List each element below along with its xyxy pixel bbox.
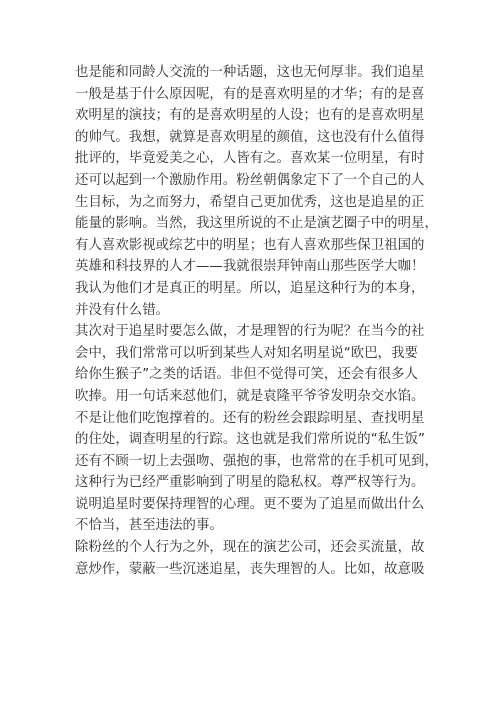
text-line: 批评的，毕竟爱美之心，人皆有之。喜欢某一位明星，有时 [75, 151, 425, 167]
text-line: 生目标，为之而努力，希望自己更加优秀，这也是追星的正 [75, 194, 425, 210]
text-line: 其次对于追星时要怎么做，才是理智的行为呢？在当今的社 [75, 324, 425, 340]
text-line: 除粉丝的个人行为之外，现在的演艺公司，还会买流量，故 [75, 540, 425, 556]
text-line: 的住处，调查明星的行踪。这也就是我们常所说的“私生饭” [75, 432, 425, 448]
text-line: 不恰当，甚至违法的事。 [75, 518, 223, 534]
text-line: 英雄和科技界的人才——我就很崇拜钟南山那些医学大咖！ [75, 259, 425, 275]
text-line: 意炒作，蒙蔽一些沉迷追星，丧失理智的人。比如，故意吸 [75, 561, 425, 577]
text-line: 欢明星的演技；有的是喜欢明星的人设；也有的是喜欢明星 [75, 108, 425, 124]
text-line: 一般是基于什么原因呢，有的是喜欢明星的才华；有的是喜 [75, 86, 425, 102]
text-line: 并没有什么错。 [75, 302, 170, 318]
text-line: 不是让他们吃饱撑着的。还有的粉丝会跟踪明星、查找明星 [75, 410, 425, 426]
text-line: 还有不顾一切上去强吻、强抱的事，也常常的在手机可见到， [75, 453, 438, 469]
text-line: 我认为他们才是真正的明星。所以，追星这种行为的本身， [75, 280, 425, 296]
paragraph-1 [75, 62, 438, 321]
text-line: 的帅气。我想，就算是喜欢明星的颜值，这也没有什么值得 [75, 129, 425, 145]
text-line: 吹捧。用一句话来怼他们，就是袁隆平爷爷发明杂交水馅。 [75, 388, 425, 404]
text-line: 会中，我们常常可以听到某些人对知名明星说“欧巴，我要 [75, 345, 419, 361]
text-line: 能量的影响。当然，我这里所说的不止是演艺圈子中的明星， [75, 216, 438, 232]
paragraph-2 [75, 321, 438, 537]
document-page [75, 62, 438, 580]
text-line: 还可以起到一个激励作用。粉丝朝偶象定下了一个自己的人 [75, 172, 425, 188]
text-line: 给你生猴子”之类的话语。非但不觉得可笑，还会有很多人 [75, 367, 419, 383]
text-line: 有人喜欢影视或综艺中的明星；也有人喜欢那些保卫祖国的 [75, 237, 425, 253]
text-line: 这种行为已经严重影响到了明星的隐私权。尊严权等行为。 [75, 475, 425, 491]
text-line: 说明追星时要保持理智的心理。更不要为了追星而做出什么 [75, 496, 425, 512]
paragraph-3 [75, 537, 435, 580]
text-line: 也是能和同龄人交流的一种话题，这也无何厚非。我们追星 [75, 65, 425, 80]
